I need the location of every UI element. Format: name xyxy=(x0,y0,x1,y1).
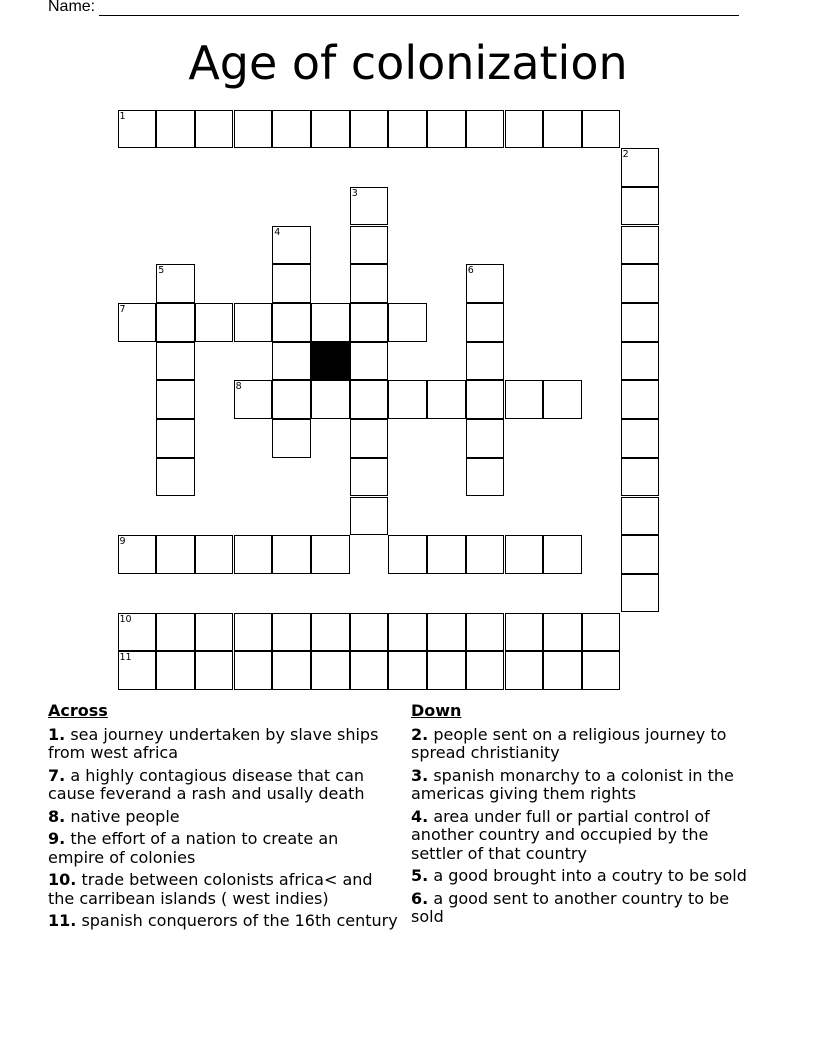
across-clue xyxy=(48,830,398,867)
grid-cell[interactable] xyxy=(272,110,311,149)
clue-text: a highly contagious disease that can cause feverand a rash and usally death xyxy=(48,765,365,803)
grid-cell[interactable] xyxy=(621,497,660,536)
grid-cell[interactable] xyxy=(272,419,311,458)
clue-text: spanish conquerors of the 16th century xyxy=(81,911,398,930)
grid-cell[interactable] xyxy=(272,264,311,303)
grid-cell[interactable] xyxy=(582,651,621,690)
grid-cell[interactable] xyxy=(350,187,389,226)
grid-cell[interactable] xyxy=(195,651,234,690)
grid-cell[interactable] xyxy=(350,264,389,303)
grid-cell[interactable] xyxy=(118,535,157,574)
cell-number: 8 xyxy=(235,381,242,393)
across-clue xyxy=(48,726,398,763)
grid-cell[interactable] xyxy=(621,148,660,187)
clue-text: a good brought into a coutry to be sold xyxy=(433,866,747,885)
grid-cell[interactable] xyxy=(466,380,505,419)
grid-cell[interactable] xyxy=(466,535,505,574)
grid-cell[interactable] xyxy=(466,651,505,690)
grid-cell[interactable] xyxy=(234,380,273,419)
grid-cell[interactable] xyxy=(234,613,273,652)
clue-text: spanish monarchy to a colonist in the americas giving them rights xyxy=(411,765,734,803)
clue-number: 2. xyxy=(411,724,429,744)
grid-cell[interactable] xyxy=(156,651,195,690)
across-clue xyxy=(48,912,398,931)
black-square xyxy=(311,342,350,381)
cell-number: 3 xyxy=(351,187,358,199)
cell-number: 7 xyxy=(119,304,126,315)
clue-text: trade between colonists africa< and the carribean islands ( west indies) xyxy=(48,870,373,908)
grid-cell[interactable] xyxy=(350,303,389,342)
grid-cell[interactable] xyxy=(621,264,660,303)
clue-number: 11. xyxy=(48,911,77,930)
clue-text: area under full or partial control of another country and occupied by the settler of that country xyxy=(411,806,710,863)
grid-cell[interactable] xyxy=(156,264,195,303)
name-label: Name: xyxy=(48,0,96,15)
grid-cell[interactable] xyxy=(156,342,195,381)
grid-cell[interactable] xyxy=(621,303,660,342)
clue-number: 9. xyxy=(48,829,66,848)
grid-cell[interactable] xyxy=(621,535,660,574)
grid-cell[interactable] xyxy=(272,380,311,419)
grid-cell[interactable] xyxy=(466,342,505,381)
grid-cell[interactable] xyxy=(156,535,195,574)
grid-cell[interactable] xyxy=(311,535,350,574)
clue-number: 7. xyxy=(48,765,66,785)
grid-cell[interactable] xyxy=(505,110,544,149)
grid-cell[interactable] xyxy=(311,380,350,419)
grid-cell[interactable] xyxy=(311,613,350,652)
clue-text: a good sent to another country to be sold xyxy=(411,888,730,926)
grid-cell[interactable] xyxy=(311,651,350,690)
grid-cell[interactable] xyxy=(621,380,660,419)
down-clue xyxy=(411,808,751,864)
grid-cell[interactable] xyxy=(427,613,466,652)
clue-text: sea journey undertaken by slave ships from west africa xyxy=(48,724,379,762)
grid-cell[interactable] xyxy=(118,303,157,342)
clue-text: people sent on a religious journey to spread christianity xyxy=(411,724,727,762)
cell-number: 2 xyxy=(622,149,629,161)
grid-cell[interactable] xyxy=(582,613,621,652)
grid-cell[interactable] xyxy=(466,110,505,149)
grid-cell[interactable] xyxy=(156,458,195,497)
down-clue xyxy=(411,890,751,927)
grid-cell[interactable] xyxy=(350,458,389,497)
grid-cell[interactable] xyxy=(195,110,234,149)
grid-cell[interactable] xyxy=(118,651,157,690)
cell-number: 10 xyxy=(119,613,132,625)
grid-cell[interactable] xyxy=(156,613,195,652)
cell-number: 6 xyxy=(467,265,474,277)
grid-cell[interactable] xyxy=(272,613,311,652)
grid-cell[interactable] xyxy=(234,303,273,342)
across-clue xyxy=(48,808,398,827)
grid-cell[interactable] xyxy=(427,535,466,574)
grid-cell[interactable] xyxy=(621,574,660,613)
grid-cell[interactable] xyxy=(156,110,195,149)
grid-cell[interactable] xyxy=(234,535,273,574)
grid-cell[interactable] xyxy=(621,226,660,265)
clue-text: the effort of a nation to create an empire of colonies xyxy=(48,829,339,867)
down-clue xyxy=(411,867,751,886)
cell-number: 9 xyxy=(119,536,126,548)
grid-cell[interactable] xyxy=(350,419,389,458)
grid-cell[interactable] xyxy=(118,613,157,652)
grid-cell[interactable] xyxy=(156,380,195,419)
cell-number: 11 xyxy=(119,652,132,664)
across-heading: Across xyxy=(48,701,108,720)
across-clues xyxy=(48,702,398,935)
grid-cell[interactable] xyxy=(582,110,621,149)
clue-number: 10. xyxy=(48,870,77,889)
grid-cell[interactable] xyxy=(466,419,505,458)
grid-cell[interactable] xyxy=(543,380,582,419)
grid-cell[interactable] xyxy=(118,110,157,149)
grid-cell[interactable] xyxy=(466,303,505,342)
grid-cell[interactable] xyxy=(234,651,273,690)
grid-cell[interactable] xyxy=(621,458,660,497)
cell-number: 5 xyxy=(158,265,165,277)
grid-cell[interactable] xyxy=(427,380,466,419)
across-clue xyxy=(48,767,398,804)
grid-cell[interactable] xyxy=(621,187,660,226)
grid-cell[interactable] xyxy=(427,651,466,690)
grid-cell[interactable] xyxy=(543,613,582,652)
grid-cell[interactable] xyxy=(350,342,389,381)
down-clue xyxy=(411,767,751,804)
grid-cell[interactable] xyxy=(350,110,389,149)
grid-cell[interactable] xyxy=(621,419,660,458)
grid-cell[interactable] xyxy=(234,110,273,149)
grid-cell[interactable] xyxy=(388,535,427,574)
clue-number: 1. xyxy=(48,724,66,744)
grid-cell[interactable] xyxy=(466,613,505,652)
grid-cell[interactable] xyxy=(505,651,544,690)
grid-cell[interactable] xyxy=(388,110,427,149)
grid-cell[interactable] xyxy=(388,303,427,342)
grid-cell[interactable] xyxy=(350,380,389,419)
grid-cell[interactable] xyxy=(195,535,234,574)
grid-cell[interactable] xyxy=(505,380,544,419)
grid-cell[interactable] xyxy=(311,303,350,342)
down-heading: Down xyxy=(411,701,462,720)
grid-cell[interactable] xyxy=(195,613,234,652)
grid-cell[interactable] xyxy=(466,264,505,303)
clue-number: 4. xyxy=(411,806,429,826)
page-title: Age of colonization xyxy=(188,36,628,90)
across-clue xyxy=(48,871,398,908)
grid-cell[interactable] xyxy=(272,342,311,381)
grid-cell[interactable] xyxy=(427,110,466,149)
grid-cell[interactable] xyxy=(543,110,582,149)
cell-number: 4 xyxy=(274,226,281,238)
grid-cell[interactable] xyxy=(272,651,311,690)
grid-cell[interactable] xyxy=(272,535,311,574)
grid-cell[interactable] xyxy=(621,342,660,381)
clue-number: 8. xyxy=(48,806,66,826)
grid-cell[interactable] xyxy=(466,458,505,497)
grid-cell[interactable] xyxy=(195,303,234,342)
grid-cell[interactable] xyxy=(543,651,582,690)
grid-cell[interactable] xyxy=(350,226,389,265)
grid-cell[interactable] xyxy=(156,419,195,458)
grid-cell[interactable] xyxy=(543,535,582,574)
clue-number: 6. xyxy=(411,888,429,908)
grid-cell[interactable] xyxy=(388,651,427,690)
grid-cell[interactable] xyxy=(272,303,311,342)
cell-number: 1 xyxy=(119,110,126,122)
grid-cell[interactable] xyxy=(311,110,350,149)
grid-cell[interactable] xyxy=(350,651,389,690)
clue-number: 5. xyxy=(411,866,429,885)
grid-cell[interactable] xyxy=(388,380,427,419)
grid-cell[interactable] xyxy=(350,613,389,652)
grid-cell[interactable] xyxy=(505,613,544,652)
grid-cell[interactable] xyxy=(350,497,389,536)
grid-cell[interactable] xyxy=(272,226,311,265)
grid-cell[interactable] xyxy=(388,613,427,652)
clue-number: 3. xyxy=(411,765,429,785)
grid-cell[interactable] xyxy=(156,303,195,342)
down-clue xyxy=(411,726,751,763)
down-clues xyxy=(411,702,751,931)
clue-text: native people xyxy=(70,806,180,826)
grid-cell[interactable] xyxy=(505,535,544,574)
